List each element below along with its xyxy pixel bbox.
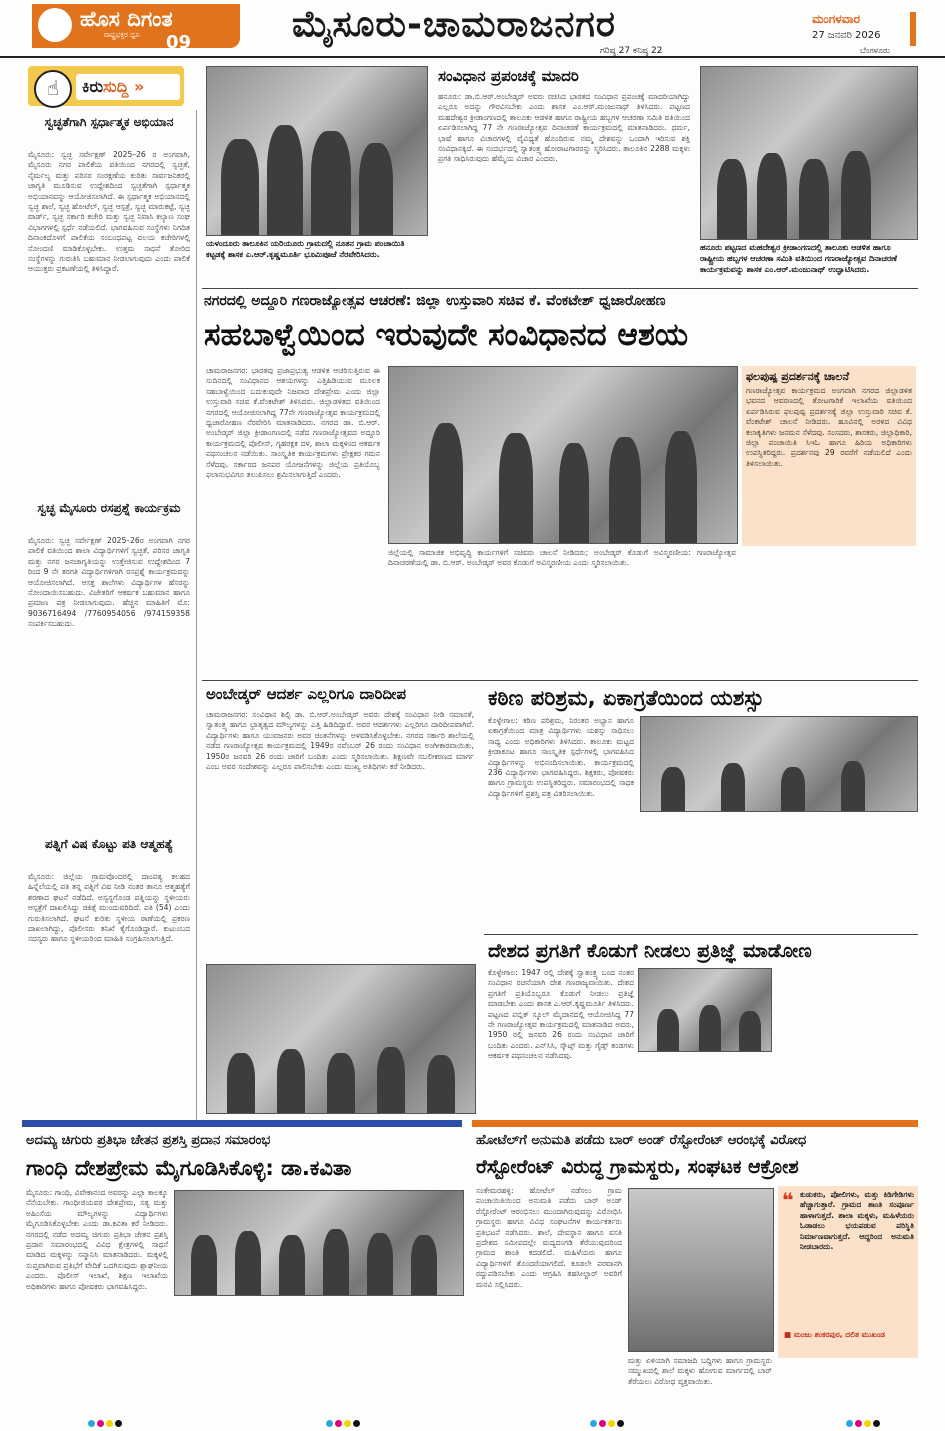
caption-restaurant: ಮತ್ತು ಏಳಿಯಾಗಿ ಸಮಾಜದಿ ಬದ್ದಿಗಳು ಹಾಗೂ ಗ್ರಾಮಸ್ಥರು ಸಮ್ಮುಖದಲ್ಲಿ ಶಾಲೆ ಮಕ್ಕಳು ಹೋಗುವ ಮಾರ್ಗದಲ್ಲಿ ಬಾರ್ ತೆರೆಯಲು ವಿರೋಧ ವ್ಯಕ್ತವಾಯಿತು. — [628, 1356, 772, 1386]
headline-clean-campaign[interactable]: ಸ್ವಚ್ಛತೆಗಾಗಿ ಸ್ಪರ್ಧಾತ್ಮಕ ಅಭಿಯಾನ — [44, 115, 174, 129]
story-clean-campaign: ಮೈಸೂರು: ಸ್ವಚ್ಛ ಸರ್ವೇಕ್ಷಣ್ 2025–26 ರ ಅಂಗವಾಗಿ, ಮೈಸೂರು ನಗರ ಪಾಲಿಕೆಯ ವತಿಯಿಂದ ನಗರದಲ್ಲಿ ಸ್ವಚ್ಛತೆ, ನೈರ್ಮಲ್ಯ ಮತ್ತು ಪರಿಸರ ಸಂರಕ್ಷಣೆಯ ಕುರಿತು ಸಾರ್ವಜನಿಕರಲ್ಲಿ ಜಾಗೃತಿ ಮೂಡಿಸುವ ಉದ್ದೇಶದಿಂದ ಸ್ವಚ್ಛತೆಗಾಗಿ ಸ್ಪರ್ಧಾತ್ಮಕ ಅಭಿಯಾನವನ್ನು ಆಯೋಜಿಸಲಾಗಿದೆ. ಈ ಸ್ಪರ್ಧಾತ್ಮಕ ಅಭಿಯಾನದಲ್ಲಿ ಸ್ವಚ್ಛ ಶಾಲೆ, ಸ್ವಚ್ಛ ಹೋಟೆಲ್, ಸ್ವಚ್ಛ ಆಸ್ಪತ್ರೆ, ಸ್ವಚ್ಛ ಮಾರುಕಟ್ಟೆ, ಸ್ವಚ್ಛ ವಾರ್ಡ್, ಸ್ವಚ್ಛ ಸರ್ಕಾರಿ ಕಚೇರಿ ಮತ್ತು ಸ್ವಚ್ಛ ನಿವಾಸಿ ಕಲ್ಯಾಣ ಸಂಘ ವಿಭಾಗಗಳಲ್ಲಿ ಸ್ಪರ್ಧೆ ನಡೆಯಲಿದೆ. ಭಾಗವಹಿಸುವ ಸಂಸ್ಥೆಗಳು ನಿಗದಿತ ದಿನಾಂಕದೊಳಗೆ ಪಾಲಿಕೆಯ ಸಂಬಂಧಪಟ್ಟ ವಲಯ ಕಚೇರಿಗಳಲ್ಲಿ ನೋಂದಣಿ ಮಾಡಿಕೊಳ್ಳಬೇಕು. ಉತ್ತಮ ಸಾಧನೆ ತೋರಿದ ಸಂಸ್ಥೆಗಳನ್ನು ಗುರುತಿಸಿ ಬಹುಮಾನ ನೀಡಲಾಗುವುದು ಎಂದು ಪಾಲಿಕೆ ಆಯುಕ್ತರು ಪ್ರಕಟಣೆಯಲ್ಲಿ ತಿಳಿಸಿದ್ದಾರೆ. — [28, 150, 190, 274]
pointing-hand-icon: ☝ — [34, 70, 72, 108]
divider — [484, 934, 918, 935]
bar-kicker: ಹೋಟೆಲ್‌ಗೆ ಅನುಮತಿ ಪಡೆದು ಬಾರ್ ಅಂಡ್ ರೆಸ್ಟೋರೆಂಟ್ ಆರಂಭಕ್ಕೆ ವಿರೋಧ — [476, 1133, 807, 1148]
story-flower-show: ಗಣರಾಜ್ಯೋತ್ಸವ ಕಾರ್ಯಕ್ರಮದ ಅಂಗವಾಗಿ ನಗರದ ಜಿಲ್ಲಾಡಳಿತ ಭವನದ ಆವರಣದಲ್ಲಿ ತೋಟಗಾರಿಕೆ ಇಲಾಖೆಯ ವತಿಯಿಂದ ಏರ್ಪಡಿಸಿರುವ ಫಲಪುಷ್ಪ ಪ್ರದರ್ಶನಕ್ಕೆ ಜಿಲ್ಲಾ ಉಸ್ತುವಾರಿ ಸಚಿವ ಕೆ. ವೆಂಕಟೇಶ್ ಚಾಲನೆ ನೀಡಿದರು. ಹೂವಿನಲ್ಲಿ ಅರಳಿದ ವಿವಿಧ ಕಲಾಕೃತಿಗಳು ಜನಮನ ಸೆಳೆದವು. ಸಂಸದರು, ಶಾಸಕರು, ಜಿಲ್ಲಾಧಿಕಾರಿ, ಜಿಲ್ಲಾ ಪಂಚಾಯಿತಿ ಸಿಇಓ ಹಾಗೂ ಹಿರಿಯ ಅಧಿಕಾರಿಗಳು ಉಪಸ್ಥಿತರಿದ್ದರು. ಪ್ರದರ್ಶನವು 29 ರವರೆಗೆ ನಡೆಯಲಿದೆ ಎಂದು ತಿಳಿಸಲಾಯಿತು. — [746, 386, 912, 468]
photo-bhoomipuja[interactable] — [206, 66, 428, 236]
logo-emblem-icon — [38, 8, 72, 42]
quote-text: ಕುಡುಕರು, ಪೋಲಿಗಳು, ಮತ್ತು ಕಿಡಿಗೇಡಿಗಳು ಹೆಚ್ಚಾಗುತ್ತಾರೆ. ಗ್ರಾಮದ ಶಾಂತಿ ಸಂಪೂರ್ಣ ಹಾಳಾಗುತ್ತದೆ. ಶಾಲಾ ಮಕ್ಕಳು, ಮಹಿಳೆಯರು ಓಡಾಡಲು ಭಯಪಡುವ ಪರಿಸ್ಥಿತಿ ನಿರ್ಮಾಣವಾಗುತ್ತದೆ. ಆದ್ದರಿಂದ ಅನುಮತಿ ನೀಡಬಾರದು. — [800, 1190, 914, 1252]
photo-restaurant-building[interactable] — [628, 1188, 774, 1352]
kiru-label-a: ಕಿರು — [82, 77, 104, 96]
headline-ambedkar[interactable]: ಅಂಬೇಡ್ಕರ್ ಆದರ್ಶ ಎಲ್ಲರಿಗೂ ದಾರಿದೀಪ — [206, 685, 406, 703]
section-bar — [472, 1120, 918, 1127]
photo-ambedkar-event[interactable] — [206, 964, 476, 1114]
chevron-right-icon: » — [134, 77, 145, 96]
headline-constitution-model[interactable]: ಸಂವಿಧಾನ ಪ್ರಪಂಚಕ್ಕೆ ಮಾದರಿ — [438, 67, 579, 85]
gandhi-kicker: ಅದಮ್ಯ ಚಿಗುರು ಪ್ರತಿಭಾ ಚೇತನ ಪ್ರಶಸ್ತಿ ಪ್ರದಾನ ಸಮಾರಂಭ — [26, 1133, 271, 1148]
story-bar-protest: ಸಂತೇಮರಹಳ್ಳಿ: ಹೋಟೆಲ್ ನಡೆಸಲು ಗ್ರಾಮ ಪಂಚಾಯಿತಿಯಿಂದ ಅನುಮತಿ ಪಡೆದು ಬಾರ್ ಅಂಡ್ ರೆಸ್ಟೋರೆಂಟ್ ಆರಂಭಿಸಲು ಮುಂದಾಗಿರುವುದನ್ನು ವಿರೋಧಿಸಿ ಗ್ರಾಮಸ್ಥರು ಹಾಗೂ ವಿವಿಧ ಸಂಘಟನೆಗಳ ಕಾರ್ಯಕರ್ತರು ಪ್ರತಿಭಟನೆ ನಡೆಸಿದರು. ಶಾಲೆ, ದೇವಸ್ಥಾನ ಹಾಗೂ ವಸತಿ ಪ್ರದೇಶದ ಸಮೀಪದಲ್ಲೇ ಮದ್ಯದಂಗಡಿ ತೆರೆಯುವುದರಿಂದ ಗ್ರಾಮದ ಶಾಂತಿ ಕದಡಲಿದೆ. ಮಹಿಳೆಯರು ಹಾಗೂ ವಿದ್ಯಾರ್ಥಿಗಳಿಗೆ ತೊಂದರೆಯಾಗಲಿದೆ. ಕೂಡಲೇ ಪರವಾನಗಿ ರದ್ದುಪಡಿಸಬೇಕು ಎಂದು ಆಗ್ರಹಿಸಿ ತಹಸೀಲ್ದಾರ್ ಅವರಿಗೆ ಮನವಿ ಸಲ್ಲಿಸಿದರು. — [476, 1186, 622, 1289]
story-gandhi: ಮೈಸೂರು: ಗಾಂಧಿ, ವಿವೇಕಾನಂದ ಅವರನ್ನು ಎಲ್ಲಾ ಕಾಲಕ್ಕೂ ನೆನೆಯಬೇಕು. ಗಾಂಧೀಜಿಯವರ ದೇಶಪ್ರೇಮ, ಸತ್ಯ ಮತ್ತು ಅಹಿಂಸೆಯ ಮೌಲ್ಯಗಳನ್ನು ವಿದ್ಯಾರ್ಥಿಗಳು ಮೈಗೂಡಿಸಿಕೊಳ್ಳಬೇಕು ಎಂದು ಡಾ.ಕವಿತಾ ಕರೆ ನೀಡಿದರು. ನಗರದಲ್ಲಿ ನಡೆದ ಅದಮ್ಯ ಚಿಗುರು ಪ್ರತಿಭಾ ಚೇತನ ಪ್ರಶಸ್ತಿ ಪ್ರದಾನ ಸಮಾರಂಭದಲ್ಲಿ ವಿವಿಧ ಕ್ಷೇತ್ರಗಳಲ್ಲಿ ಸಾಧನೆ ಮಾಡಿದ ಮಕ್ಕಳನ್ನು ಸನ್ಮಾನಿಸಿ ಮಾತನಾಡಿದರು. ಮಕ್ಕಳಲ್ಲಿ ಸುಪ್ತವಾಗಿರುವ ಪ್ರತಿಭೆಗೆ ವೇದಿಕೆ ಒದಗಿಸುವುದು ಶ್ಲಾಘನೀಯ ಎಂದರು. ಪೊಲೀಸ್ ಇಲಾಖೆ, ಶಿಕ್ಷಣ ಇಲಾಖೆಯ ಅಧಿಕಾರಿಗಳು ಹಾಗೂ ಪೋಷಕರು ಭಾಗವಹಿಸಿದ್ದರು. — [26, 1188, 168, 1291]
print-register-marks — [326, 1412, 362, 1431]
headline-poison[interactable]: ಪತ್ನಿಗೆ ವಿಷ ಕೊಟ್ಟು ಪತಿ ಆತ್ಮಹತ್ಯೆ — [44, 837, 174, 851]
issue-day: ಮಂಗಳವಾರ — [812, 12, 861, 26]
headline-bar-protest[interactable]: ರೆಸ್ಟೋರೆಂಟ್ ವಿರುದ್ಧ ಗ್ರಾಮಸ್ಥರು, ಸಂಘಟಕ ಆಕ್ರೋಶ — [476, 1156, 799, 1178]
masthead-accent-bar — [910, 12, 916, 46]
headline-gandhi[interactable]: ಗಾಂಧಿ ದೇಶಪ್ರೇಮ ಮೈಗೂಡಿಸಿಕೊಳ್ಳಿ: ಡಾ.ಕವಿತಾ — [26, 1156, 352, 1180]
lead-kicker: ನಗರದಲ್ಲಿ ಅದ್ದೂರಿ ಗಣರಾಜ್ಯೋತ್ಸವ ಆಚರಣೆ: ಜಿಲ್ಲಾ ಉಸ್ತುವಾರಿ ಸಚಿವ ಕೆ. ವೆಂಕಟೇಶ್ ಧ್ವಜಾರೋಹಣ — [204, 293, 666, 309]
story-constitution-model: ಹನೂರು: ಡಾ.ಬಿ.ಆರ್.ಅಂಬೇಡ್ಕರ್ ಅವರು ರಚಿಸಿದ ಭಾರತದ ಸಂವಿಧಾನ ಪ್ರಪಂಚಕ್ಕೆ ಮಾದರಿಯಾಗಿದ್ದು ಎಲ್ಲರೂ ಅದನ್ನು ಗೌರವಿಸಬೇಕು ಎಂದು ಶಾಸಕ ಎಂ.ಆರ್.ಮಂಜುನಾಥ್ ತಿಳಿಸಿದರು. ಪಟ್ಟಣದ ಮಹದೇಶ್ವರ ಕ್ರೀಡಾಂಗಣದಲ್ಲಿ ತಾಲೂಕು ಆಡಳಿತ ಹಾಗೂ ರಾಷ್ಟ್ರೀಯ ಹಬ್ಬಗಳ ಆಚರಣಾ ಸಮಿತಿ ವತಿಯಿಂದ ಏರ್ಪಡಿಸಲಾಗಿದ್ದ 77 ನೇ ಗಣರಾಜ್ಯೋತ್ಸವ ದಿನಾಚರಣೆ ಕಾರ್ಯಕ್ರಮದಲ್ಲಿ ಮಾತನಾಡಿದರು. ಧರ್ಮ, ಭಾಷೆ ಹಾಗೂ ವಿಚಾರಗಳಲ್ಲಿ ವೈವಿಧ್ಯತೆ ಹೊಂದಿರುವ ನಮ್ಮ ದೇಶವನ್ನು ಒಂದಾಗಿ ಇರಿಸುವ ಶಕ್ತಿ ಸಂವಿಧಾನಕ್ಕಿದೆ. ಈ ಸಂದರ್ಭದಲ್ಲಿ ಸ್ವಾತಂತ್ರ್ಯ ಹೋರಾಟಗಾರರನ್ನು ಸ್ಮರಿಸಿದರು. ತಾಲೂಕಿನ 2288 ಮಕ್ಕಳು ಪ್ರಗತಿ ಸಾಧಿಸಿರುವುದು ಹೆಮ್ಮೆಯ ವಿಚಾರ ಎಂದರು. — [438, 92, 690, 164]
issue-city: ಬೆಂಗಳೂರು — [860, 46, 890, 55]
kiru-label — [82, 77, 144, 97]
brand-tagline: ರಾಷ್ಟ್ರಭಕ್ತರ ಧ್ವನಿ — [104, 31, 140, 39]
headline-hard-work[interactable]: ಕಠಿಣ ಪರಿಶ್ರಮ, ಏಕಾಗ್ರತೆಯಿಂದ ಯಶಸ್ಸು — [488, 686, 765, 710]
caption-bhoomipuja: ಯಳಂದೂರು ತಾಲೂಕಿನ ಯರಿಯೂರು ಗ್ರಾಮದಲ್ಲಿ ನೂತನ ಗ್ರಾಮ ಪಂಚಾಯಿತಿ ಕಟ್ಟಡಕ್ಕೆ ಶಾಸಕ ಎ.ಆರ್.ಕೃಷ್ಣಮೂರ್ತಿ ಭೂಮಿಪೂಜೆ ನೆರವೇರಿಸಿದರು. — [206, 239, 405, 259]
quote-icon: ❝ — [782, 1188, 794, 1212]
weather-readout: ಗರಿಷ್ಠ 27 ಕನಿಷ್ಠ 22 — [600, 46, 663, 56]
print-register-marks — [88, 1412, 124, 1431]
edition-title: ಮೈಸೂರು-ಚಾಮರಾಜನಗರ — [292, 4, 616, 45]
story-ambedkar: ಚಾಮರಾಜನಗರ: ಸಂವಿಧಾನ ಶಿಲ್ಪಿ ಡಾ. ಬಿ.ಆರ್.ಅಂಬೇಡ್ಕರ್ ಅವರು ದೇಶಕ್ಕೆ ಸಂವಿಧಾನ ನೀಡಿ ಸಮಾನತೆ, ಸ್ವಾತಂತ್ರ್ಯ ಹಾಗೂ ಭ್ರಾತೃತ್ವದ ಮೌಲ್ಯಗಳನ್ನು ಎತ್ತಿ ಹಿಡಿದಿದ್ದಾರೆ. ಅವರ ಆದರ್ಶಗಳು ಎಲ್ಲರಿಗೂ ದಾರಿದೀಪವಾಗಿವೆ. ವಿದ್ಯಾರ್ಥಿಗಳು ಹಾಗೂ ಯುವಜನರು ಅವರ ಚಿಂತನೆಗಳನ್ನು ಅಳವಡಿಸಿಕೊಳ್ಳಬೇಕು. ನಗರದ ಸರ್ಕಾರಿ ಶಾಲೆಯಲ್ಲಿ ನಡೆದ ಗಣರಾಜ್ಯೋತ್ಸವ ಕಾರ್ಯಕ್ರಮದಲ್ಲಿ 1949ರ ನವೆಂಬರ್ 26 ರಂದು ಸಂವಿಧಾನ ಅಂಗೀಕಾರವಾಯಿತು, 1950ರ ಜನವರಿ 26 ರಂದು ಜಾರಿಗೆ ಬಂದಿತು ಎಂದು ಸ್ಮರಿಸಲಾಯಿತು. ಶಿಕ್ಷಣವೇ ಸಬಲೀಕರಣದ ಮಾರ್ಗ ಎಂಬ ಅವರ ಸಂದೇಶವನ್ನು ಎಲ್ಲರೂ ಪಾಲಿಸಬೇಕು ಎಂದು ಮುಖ್ಯ ಅತಿಥಿಗಳು ಕರೆ ನೀಡಿದರು. — [206, 710, 474, 772]
page-number: 09 — [166, 32, 192, 53]
issue-date: 27 ಜನವರಿ 2026 — [812, 30, 881, 41]
photo-hard-work[interactable] — [640, 716, 918, 812]
print-register-marks — [846, 1412, 882, 1431]
photo-hanur-event[interactable] — [700, 66, 918, 240]
divider — [202, 288, 918, 289]
quote-author: ■ ಮಂಜು ಶಂಕರಪುರ, ದಲಿತ ಮುಖಂಡ — [784, 1330, 886, 1339]
headline-flower-show[interactable]: ಫಲಪುಷ್ಪ ಪ್ರದರ್ಶನಕ್ಕೆ ಚಾಲನೆ — [746, 370, 850, 383]
divider — [202, 680, 918, 681]
headline-progress[interactable]: ದೇಶದ ಪ್ರಗತಿಗೆ ಕೊಡುಗೆ ನೀಡಲು ಪ್ರತಿಜ್ಞೆ ಮಾಡೋಣ — [488, 940, 812, 962]
story-quiz: ಮೈಸೂರು: ಸ್ವಚ್ಛ ಸರ್ವೇಕ್ಷಣ್ 2025–26ರ ಅಂಗವಾಗಿ ನಗರ ಪಾಲಿಕೆ ವತಿಯಿಂದ ಶಾಲಾ ವಿದ್ಯಾರ್ಥಿಗಳಿಗೆ ಸ್ವಚ್ಛತೆ, ಪರಿಸರ ಜಾಗೃತಿ ಮತ್ತು ನಗರ ಜನಜಾಗೃತಿಯನ್ನು ಉತ್ತೇಜಿಸುವ ಉದ್ದೇಶದಿಂದ 7 ರಿಂದ 9 ನೇ ತರಗತಿ ವಿದ್ಯಾರ್ಥಿಗಳಿಗಾಗಿ ರಸಪ್ರಶ್ನೆ ಕಾರ್ಯಕ್ರಮವನ್ನು ಆಯೋಜಿಸಲಾಗಿದೆ. ಆಸಕ್ತ ಶಾಲೆಗಳು ವಿದ್ಯಾರ್ಥಿಗಳ ಹೆಸರನ್ನು ನೋಂದಾಯಿಸಬಹುದು. ವಿಜೇತರಿಗೆ ಆಕರ್ಷಕ ಬಹುಮಾನ ಹಾಗೂ ಪ್ರಮಾಣ ಪತ್ರ ನೀಡಲಾಗುವುದು. ಹೆಚ್ಚಿನ ಮಾಹಿತಿಗೆ ಮೊ: 9036716494 /7760954056 /974159358 ಸಂಪರ್ಕಿಸಬಹುದು. — [28, 536, 190, 629]
story-progress: ಕೊಳ್ಳೇಗಾಲ: 1947 ರಲ್ಲಿ ದೇಶಕ್ಕೆ ಸ್ವಾತಂತ್ರ್ಯ ಬಂದ ನಂತರ ಸಂವಿಧಾನ ರಚನೆಯಾಗಿ ದೇಶ ಗಣರಾಜ್ಯವಾಯಿತು. ದೇಶದ ಪ್ರಗತಿಗೆ ಪ್ರತಿಯೊಬ್ಬರೂ ಕೊಡುಗೆ ನೀಡಲು ಪ್ರತಿಜ್ಞೆ ಮಾಡಬೇಕು ಎಂದು ಶಾಸಕ ಎ.ಆರ್.ಕೃಷ್ಣಮೂರ್ತಿ ತಿಳಿಸಿದರು. ಪಟ್ಟಣದ ಪಬ್ಲಿಕ್ ಸ್ಕೂಲ್ ಮೈದಾನದಲ್ಲಿ ಆಯೋಜಿಸಿದ್ದ 77 ನೇ ಗಣರಾಜ್ಯೋತ್ಸವ ಕಾರ್ಯಕ್ರಮದಲ್ಲಿ ಮಾತನಾಡಿದ ಅವರು, 1950 ರಲ್ಲಿ ಜನವರಿ 26 ರಂದು ಸಂವಿಧಾನ ಜಾರಿಗೆ ಬಂದಿತು ಎಂದರು. ಎನ್‌ಸಿಸಿ, ಸ್ಕೌಟ್ಸ್ ಮತ್ತು ಗೈಡ್ಸ್ ತಂಡಗಳು ಆಕರ್ಷಕ ಪಥಸಂಚಲನ ನಡೆಸಿದವು. — [488, 968, 634, 1061]
story-poison: ಮೈಸೂರು: ಜಿಲ್ಲೆಯ ಗ್ರಾಮವೊಂದರಲ್ಲಿ ದಾಂಪತ್ಯ ಕಲಹದ ಹಿನ್ನೆಲೆಯಲ್ಲಿ ಪತಿ ತನ್ನ ಪತ್ನಿಗೆ ವಿಷ ನೀಡಿ ನಂತರ ತಾನೂ ಆತ್ಮಹತ್ಯೆಗೆ ಶರಣಾದ ಘಟನೆ ನಡೆದಿದೆ. ಅಸ್ವಸ್ಥಗೊಂಡ ಪತ್ನಿಯನ್ನು ಸ್ಥಳೀಯರು ಆಸ್ಪತ್ರೆಗೆ ದಾಖಲಿಸಿದ್ದು ಚಿಕಿತ್ಸೆ ಮುಂದುವರಿದಿದೆ. ಪತಿ (54) ಎಂದು ಗುರುತಿಸಲಾಗಿದೆ. ಘಟನೆ ಕುರಿತು ಸ್ಥಳೀಯ ಠಾಣೆಯಲ್ಲಿ ಪ್ರಕರಣ ದಾಖಲಾಗಿದ್ದು, ಪೊಲೀಸರು ತನಿಖೆ ಕೈಗೊಂಡಿದ್ದಾರೆ. ಕುಟುಂಬದ ಸದಸ್ಯರು ಹಾಗೂ ಸ್ಥಳೀಯರಿಂದ ಮಾಹಿತಿ ಸಂಗ್ರಹಿಸಲಾಗುತ್ತಿದೆ. — [28, 872, 190, 944]
photo-award-ceremony[interactable] — [174, 1190, 464, 1296]
section-bar — [22, 1120, 462, 1127]
story-hard-work: ಕೊಳ್ಳೇಗಾಲ: ಕಠಿಣ ಪರಿಶ್ರಮ, ನಿರಂತರ ಅಭ್ಯಾಸ ಹಾಗೂ ಏಕಾಗ್ರತೆಯಿಂದ ಮಾತ್ರ ವಿದ್ಯಾರ್ಥಿಗಳು ಯಶಸ್ಸು ಸಾಧಿಸಲು ಸಾಧ್ಯ ಎಂದು ಅಧಿಕಾರಿಗಳು ತಿಳಿಸಿದರು. ತಾಲೂಕು ಮಟ್ಟದ ಕ್ರೀಡಾಕೂಟ ಹಾಗೂ ಸಾಂಸ್ಕೃತಿಕ ಸ್ಪರ್ಧೆಗಳಲ್ಲಿ ಭಾಗವಹಿಸಿದ ವಿದ್ಯಾರ್ಥಿಗಳನ್ನು ಅಭಿನಂದಿಸಲಾಯಿತು. ಕಾರ್ಯಕ್ರಮದಲ್ಲಿ 236 ವಿದ್ಯಾರ್ಥಿಗಳು ಭಾಗವಹಿಸಿದ್ದರು. ಶಿಕ್ಷಕರು, ಪೋಷಕರು ಹಾಗೂ ಗ್ರಾಮಸ್ಥರು ಉಪಸ್ಥಿತರಿದ್ದರು. ಸಮಾರಂಭದಲ್ಲಿ ಸಾಧಕ ವಿದ್ಯಾರ್ಥಿಗಳಿಗೆ ಪ್ರಶಸ್ತಿ ಪತ್ರ ವಿತರಿಸಲಾಯಿತು. — [488, 716, 634, 798]
caption-hanur-event: ಹನೂರು ಪಟ್ಟಣದ ಮಹದೇಶ್ವರ ಕ್ರೀಡಾಂಗಣದಲ್ಲಿ ತಾಲೂಕು ಆಡಳಿತ ಹಾಗೂ ರಾಷ್ಟ್ರೀಯ ಹಬ್ಬಗಳ ಆಚರಣಾ ಸಮಿತಿ ವತಿಯಿಂದ ಗಣರಾಜ್ಯೋತ್ಸವ ದಿನಾಚರಣೆ ಕಾರ್ಯಕ್ರಮವನ್ನು ಶಾಸಕ ಎಂ.ಆರ್.ಮಂಜುನಾಥ್ ಉದ್ಘಾಟಿಸಿದರು. — [700, 243, 897, 274]
headline-quiz[interactable]: ಸ್ವಚ್ಛ ಮೈಸೂರು ರಸಪ್ರಶ್ನೆ ಕಾರ್ಯಕ್ರಮ — [37, 501, 181, 515]
caption-flag-hoisting: ಜಿಲ್ಲೆಯಲ್ಲಿ ಸಾಮಾಜಿಕ ಅಭಿವೃದ್ಧಿ ಕಾರ್ಯಗಳಿಗೆ ಸಚಿವರು ಚಾಲನೆ ನೀಡಿದರು; ಅಂಬೇಡ್ಕರ್ ಕೊಡುಗೆ ಅವಿಸ್ಮರಣೀಯ: ಗಣರಾಜ್ಯೋತ್ಸವ ದಿನಾಚರಣೆಯಲ್ಲಿ ಡಾ. ಬಿ.ಆರ್. ಅಂಬೇಡ್ಕರ್ ಅವರ ಕೊಡುಗೆ ಅವಿಸ್ಮರಣೀಯ ಎಂದು ಸ್ಮರಿಸಲಾಯಿತು. — [388, 548, 736, 568]
lead-headline[interactable]: ಸಹಬಾಳ್ವೆಯಿಂದ ಇರುವುದೇ ಸಂವಿಧಾನದ ಆಶಯ — [204, 317, 689, 353]
kiru-label-b: ಸುದ್ದಿ — [103, 77, 129, 96]
photo-progress[interactable] — [638, 968, 772, 1052]
print-register-marks — [590, 1412, 626, 1431]
brand-name: ಹೊಸ ದಿಗಂತ — [80, 7, 173, 31]
lead-story-body: ಚಾಮರಾಜನಗರ: ಭಾರತವು ಪ್ರಜಾಪ್ರಭುತ್ವ ಆಡಳಿತ ಆಚರಿಸುತ್ತಿರುವ ಈ ಸುದಿನದಲ್ಲಿ ಸಂವಿಧಾನದ ಆಶಯಗಳನ್ನು ಎತ್ತಿಹಿಡಿಯುವ ಮೂಲಕ ಸಹಬಾಳ್ವೆಯಿಂದ ಬದುಕುವುದೇ ನಿಜವಾದ ದೇಶಪ್ರೇಮ ಎಂದು ಜಿಲ್ಲಾ ಉಸ್ತುವಾರಿ ಸಚಿವ ಕೆ.ವೆಂಕಟೇಶ್ ತಿಳಿಸಿದರು. ಜಿಲ್ಲಾಡಳಿತದ ವತಿಯಿಂದ ನಗರದಲ್ಲಿ ಆಯೋಜಿಸಲಾಗಿದ್ದ 77ನೇ ಗಣರಾಜ್ಯೋತ್ಸವ ಕಾರ್ಯಕ್ರಮದಲ್ಲಿ ಧ್ವಜಾರೋಹಣ ನೆರವೇರಿಸಿ ಮಾತನಾಡಿದರು. ನಗರದ ಡಾ. ಬಿ.ಆರ್. ಅಂಬೇಡ್ಕರ್ ಜಿಲ್ಲಾ ಕ್ರೀಡಾಂಗಣದಲ್ಲಿ ನಡೆದ ಗಣರಾಜ್ಯೋತ್ಸವದ ಅದ್ದೂರಿ ಕಾರ್ಯಕ್ರಮದಲ್ಲಿ ಪೊಲೀಸ್, ಗೃಹರಕ್ಷಕ ದಳ, ಶಾಲಾ ಮಕ್ಕಳಿಂದ ಆಕರ್ಷಕ ಪಥಸಂಚಲನ ನಡೆಯಿತು. ಸಾಂಸ್ಕೃತಿಕ ಕಾರ್ಯಕ್ರಮಗಳು ಪ್ರೇಕ್ಷಕರ ಗಮನ ಸೆಳೆದವು. ಸರ್ಕಾರದ ಜನಪರ ಯೋಜನೆಗಳನ್ನು ಜಿಲ್ಲೆಯ ಪ್ರತಿಯೊಬ್ಬ ಫಲಾನುಭವಿಗೂ ತಲುಪಿಸಲು ಶ್ರಮಿಸಲಾಗುತ್ತಿದೆ ಎಂದರು. — [206, 366, 380, 480]
photo-flag-hoisting[interactable] — [388, 366, 738, 544]
